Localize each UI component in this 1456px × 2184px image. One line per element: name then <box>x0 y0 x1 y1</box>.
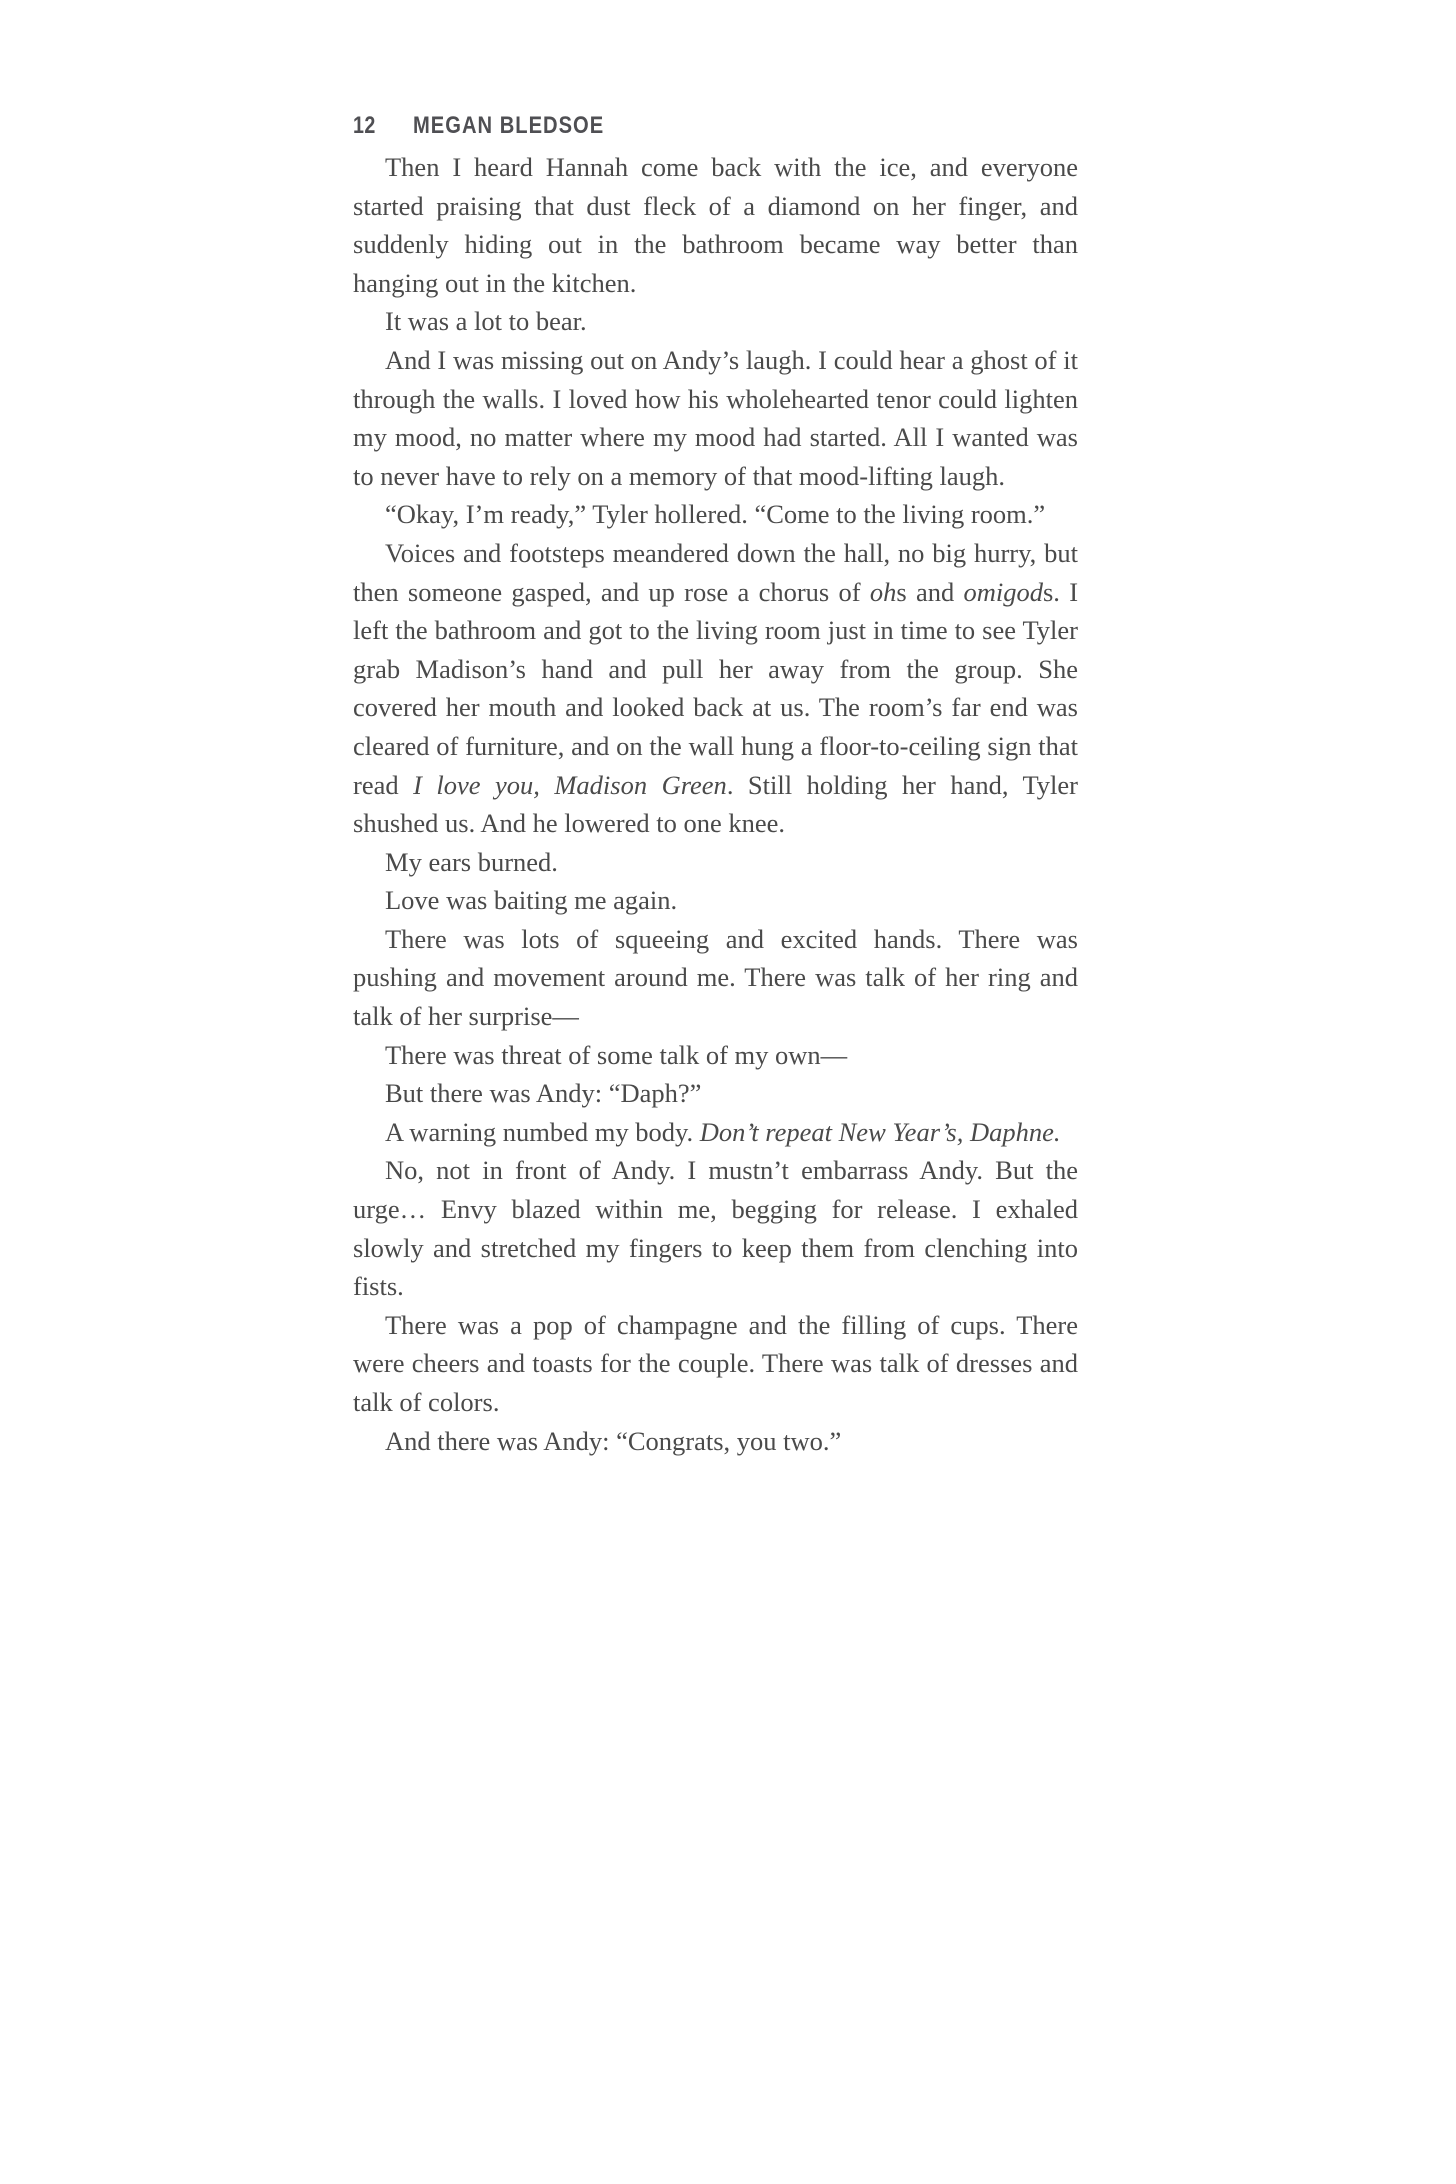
paragraph: Then I heard Hannah come back with the ice, and everyone started praising that dust fleck of a diamond on her finger, and suddenly hiding out in the bathroom became way better than hanging out in the kitchen. <box>353 152 1078 298</box>
page-number: 12 <box>353 112 376 139</box>
paragraph: My ears burned. <box>385 846 558 877</box>
paragraph: There was threat of some talk of my own— <box>385 1039 848 1070</box>
body-text-block <box>353 148 1078 1460</box>
text-run: s and <box>896 576 964 607</box>
author-name: MEGAN BLEDSOE <box>412 112 604 139</box>
text-run: s. I left the bathroom and got to the living room just in time to see Tyler grab Madison’s hand and pull her away from the group. She covered her mouth and looked back at us. The room’s far end was cleared of furniture, and on the wall hung a floor-to-ceiling sign that read <box>353 576 1079 800</box>
paragraph <box>353 534 1078 843</box>
text-run: . Still holding her hand, Tyler shushed us. And he lowered to one knee. <box>353 769 1078 839</box>
italic-phrase: Don’t repeat New Year’s, Daphne. <box>699 1116 1061 1147</box>
book-page <box>208 0 1248 2184</box>
paragraph: “Okay, I’m ready,” Tyler hollered. “Come to the living room.” <box>385 499 1046 530</box>
paragraph: There was lots of squeeing and excited hands. There was pushing and movement around me. There was talk of her ring and talk of her surprise— <box>353 923 1078 1032</box>
paragraph: And I was missing out on Andy’s laugh. I could hear a ghost of it through the walls. I loved how his wholehearted tenor could lighten my mood, no matter where my mood had started. All I wanted was to never have to rely on a memory of that mood-lifting laugh. <box>353 344 1078 491</box>
paragraph: No, not in front of Andy. I mustn’t embarrass Andy. But the urge… Envy blazed within me, begging for release. I exhaled slowly and stretched my fingers to keep them from clenching into fists. <box>353 1155 1078 1302</box>
italic-phrase: oh <box>869 576 897 607</box>
paragraph: And there was Andy: “Congrats, you two.” <box>385 1425 842 1456</box>
text-run: Voices and footsteps meandered down the hall, no big hurry, but then someone gasped, and up rose a chorus of <box>353 537 1078 607</box>
text-run: A warning numbed my body. <box>385 1116 700 1147</box>
italic-phrase: I love you, Madison Green <box>413 769 727 800</box>
paragraph: But there was Andy: “Daph?” <box>385 1078 702 1109</box>
paragraph <box>353 1113 1078 1152</box>
paragraph: Love was baiting me again. <box>385 885 678 916</box>
paragraph: There was a pop of champagne and the filling of cups. There were cheers and toasts for the couple. There was talk of dresses and talk of colors. <box>353 1309 1078 1417</box>
running-head <box>353 112 640 140</box>
paragraph: It was a lot to bear. <box>385 306 587 337</box>
italic-phrase: omigod <box>963 576 1043 607</box>
